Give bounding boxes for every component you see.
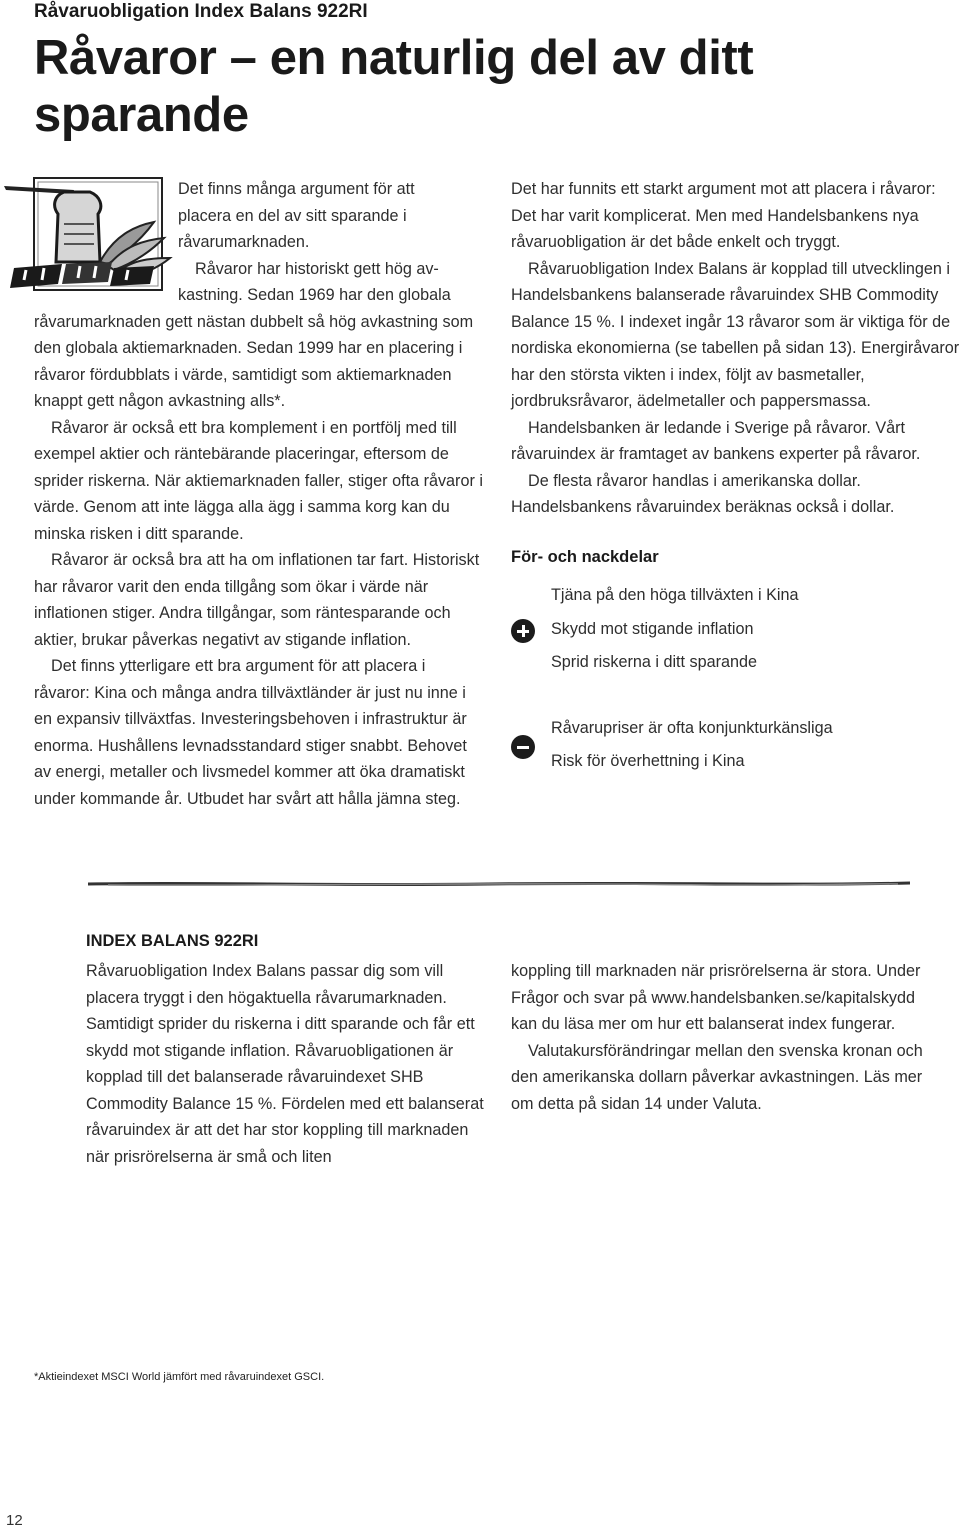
- left-paragraph-2: Råvaror är också ett bra komplement i en portfölj med till exempel aktier och räntebärande placeringar, eftersom de sprider riskerna. När aktiemarknaden faller, stiger ofta råvaror i värde. Genom att inte lägga alla ägg i samma korg kan du minska risken i ditt sparande.: [34, 418, 483, 543]
- left-paragraph-3: Råvaror är också bra att ha om inflationen tar fart. Historiskt har råvaror varit den enda tillgång som ökar i värde när inflationen stiger. Andra tillgångar, som räntesparande och aktier, brukar påverkas negativt av stigande inflation.: [34, 551, 480, 649]
- con-item: Råvarupriser är ofta konjunkturkänsliga: [551, 719, 833, 737]
- wrap-line-5: kastning. Sedan 1969 har den globala: [178, 286, 451, 304]
- info-box-paragraph: koppling till marknaden när prisrörelserna är stora. Under Frågor och svar på www.handelsbanken.se/kapitalskydd kan du läsa mer om hur ett balanserat index fungerar.: [511, 962, 921, 1033]
- pro-item: Skydd mot stigande inflation: [551, 620, 754, 638]
- info-box-heading: INDEX BALANS 922RI: [86, 932, 259, 950]
- con-item: Risk för överhettning i Kina: [551, 752, 745, 770]
- info-box-right: [511, 958, 931, 1117]
- right-paragraph-1: Det har funnits ett starkt argument mot att placera i råvaror: Det har varit komplicerat. Men med Handelsbankens nya råvaruobligation är det både enkelt och tryggt.: [511, 180, 936, 251]
- info-box-left: [86, 958, 486, 1170]
- pros-cons-heading: För- och nackdelar: [511, 548, 659, 566]
- wrap-line-4: Råvaror har historiskt gett hög av-: [195, 259, 439, 278]
- left-paragraph-4: Det finns ytterligare ett bra argument för att placera i råvaror: Kina och många andra tillväxtländer är just nu inne i en expansiv tillväxtfas. Investeringsbehoven i infrastruktur är enorma. Hushållens levnadsstandard stiger snabbt. Behovet av energi, metaller och livsmedel kommer att öka dramatiskt under kommande år. Utbudet har svårt att hålla jämna steg.: [34, 657, 467, 808]
- info-box-paragraph: Valutakursförändringar mellan den svenska kronan och den amerikanska dollarn påverkar avkastningen. Läs mer om detta på sidan 14 under Valuta.: [511, 1041, 923, 1113]
- right-paragraph-3: Handelsbanken är ledande i Sverige på råvaror. Vårt råvaruindex är framtaget av bankens experter på råvaror.: [511, 418, 921, 463]
- footnote: *Aktieindexet MSCI World jämfört med råvaruindexet GSCI.: [34, 1371, 325, 1383]
- page-title: Råvaror – en naturlig del av ditt sparande: [34, 31, 754, 142]
- wrap-line-3: råvarumarknaden.: [178, 233, 310, 251]
- section-divider: [88, 880, 910, 888]
- pro-item: Tjäna på den höga tillväxten i Kina: [551, 586, 799, 604]
- left-column: [34, 176, 484, 812]
- wrap-line-1: Det finns många argument för att: [178, 180, 415, 198]
- pro-item: Sprid riskerna i ditt sparande: [551, 653, 758, 671]
- document-kicker: Råvaruobligation Index Balans 922RI: [34, 1, 368, 22]
- right-column: [511, 176, 960, 521]
- info-box-paragraph: Råvaruobligation Index Balans passar dig som vill placera tryggt i den högaktuella råvarumarknaden. Samtidigt sprider du riskerna i ditt sparande och får ett skydd mot stigande inflation. Råvaruobligationen är kopplad till det balanserade råvaruindexet SHB Commodity Balance 15 %. Fördelen med ett balanserat råvaruindex är att det har stor koppling till marknaden när prisrörelserna är små och liten: [86, 962, 484, 1166]
- wrap-line-2: placera en del av sitt sparande i: [178, 206, 407, 225]
- left-paragraph-1: råvarumarknaden gett nästan dubbelt så hög avkastning som den globala aktiemarknaden. Sedan 1999 har en placering i råvaror fördubblats i värde, samtidigt som aktiemarknaden knappt gett någon avkastning alls*.: [34, 312, 474, 410]
- right-paragraph-2: Råvaruobligation Index Balans är kopplad till utvecklingen i Handelsbankens balanserade råvaruindex SHB Commodity Balance 15 %. I indexet ingår 13 råvaror som är viktiga för de nordiska ekonomierna (se tabellen på sidan 13). Energiråvaror har den största vikten i index, följt av basmetaller, jordbruksråvaror, ädelmetaller och pappersmassa.: [511, 259, 960, 410]
- page-number: 12: [6, 1512, 23, 1529]
- right-paragraph-4: De flesta råvaror handlas i amerikanska dollar. Handelsbankens råvaruindex beräknas också i dollar.: [511, 471, 895, 516]
- plus-icon: [511, 619, 535, 643]
- minus-icon: [511, 735, 535, 759]
